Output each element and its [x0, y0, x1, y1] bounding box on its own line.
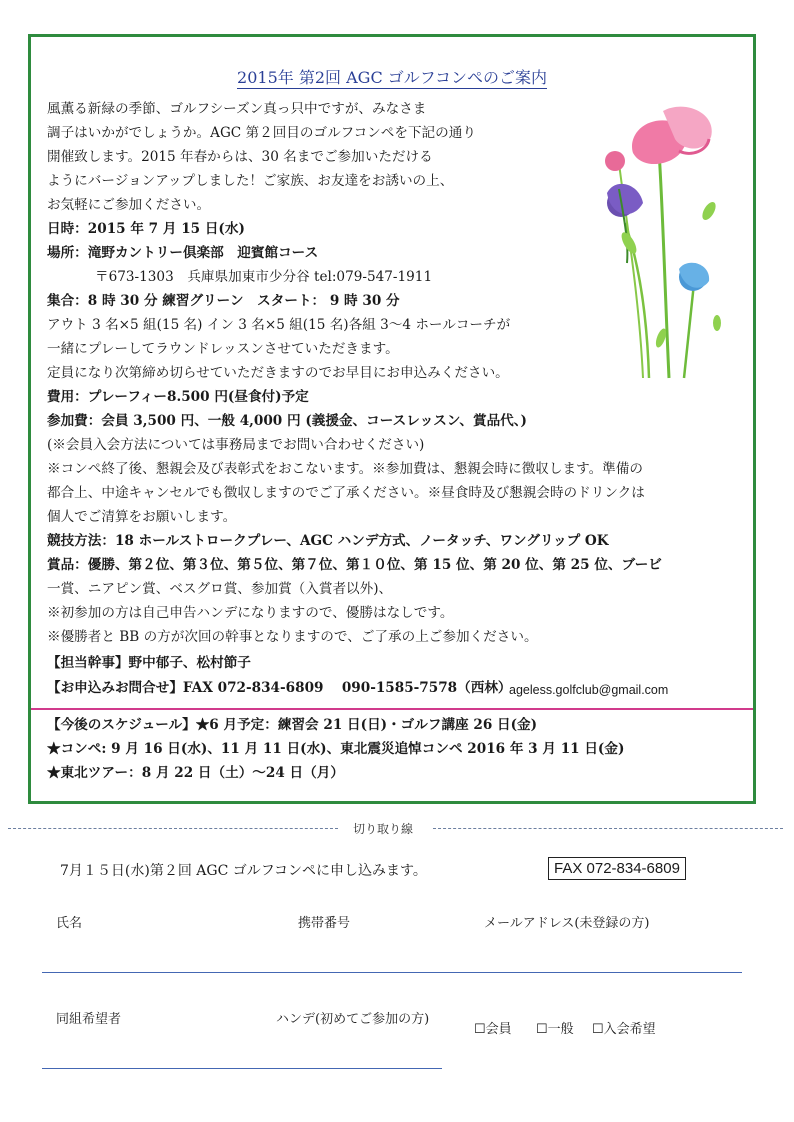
meeting-time: 集合：8 時 30 分 練習グリーン スタート： 9 時 30 分: [47, 293, 400, 309]
intro-line: 風薫る新緑の季節、ゴルフシーズン真っ只中ですが、みなさま: [47, 101, 427, 117]
group-info: アウト 3 名×5 組(15 名) イン 3 名×5 組(15 名)各組 3～4 ホールコーチが: [47, 317, 511, 333]
first-timer-note: ※初参加の方は自己申告ハンデになりますので、優勝はなしです。: [47, 605, 454, 621]
event-date: 日時：2015 年 7 月 15 日(水): [47, 221, 245, 237]
mobile-label: 携帯番号: [298, 916, 351, 931]
note-line: ※コンペ終了後、懇親会及び表彰式をおこないます。※参加費は、懇親会時に徴収します。準備の: [47, 461, 643, 477]
name-label: 氏名: [56, 916, 83, 931]
handicap-label: ハンデ(初めてご参加の方): [276, 1012, 430, 1027]
cut-line: [8, 820, 786, 836]
entry-fee: 参加費：会員 3,500 円、一般 4,000 円 (義援金、コースレッスン、賞品代、): [47, 413, 527, 429]
intro-line: お気軽にご参加ください。: [47, 197, 211, 213]
flower-illustration: [599, 93, 749, 383]
note-line: 都合上、中途キャンセルでも徴収しますのでご了承ください。※昼食時及び懇親会時のドリンクは: [47, 485, 645, 501]
general-checkbox[interactable]: ☐一般: [536, 1022, 574, 1037]
note-line: 個人でご清算をお願いします。: [47, 509, 237, 525]
intro-line: 調子はいかがでしょうか。AGC 第２回目のゴルフコンペを下記の通り: [47, 125, 476, 141]
intro-line: 開催致します。2015 年春からは、30 名までご参加いただける: [47, 149, 433, 165]
name-field-line[interactable]: [42, 972, 742, 973]
dashed-rule: [433, 828, 783, 829]
lesson-info: 一緒にプレーしてラウンドレッスンさせていただきます。: [47, 341, 399, 357]
divider: [31, 708, 753, 710]
prizes-line: 賞品：優勝、第２位、第３位、第５位、第７位、第１０位、第 15 位、第 20 位、第 25 位、ブービ: [47, 557, 662, 573]
join-checkbox[interactable]: ☐入会希望: [592, 1022, 656, 1037]
form-heading: 7月１５日(水)第２回 AGC ゴルフコンペに申し込みます。: [60, 863, 427, 879]
intro-line: ようにバージョンアップしました！ご家族、お友達をお誘いの上、: [47, 173, 454, 189]
prizes-line: 一賞、ニアピン賞、ベスグロ賞、参加賞（入賞者以外)、: [47, 581, 393, 597]
contact-email: ageless.golfclub@gmail.com: [509, 683, 669, 697]
play-fee: 費用：プレーフィー8.500 円(昼食付)予定: [47, 389, 309, 405]
competition-rules: 競技方法：18 ホールストロークプレー、AGC ハンデ方式、ノータッチ、ワングリップ OK: [47, 533, 609, 549]
page-title: 2015年 第2回 AGC ゴルフコンペのご案内: [237, 68, 547, 87]
email-label: メールアドレス(未登録の方): [484, 916, 650, 931]
group-label: 同組希望者: [56, 1012, 122, 1027]
dashed-rule: [8, 828, 338, 829]
event-venue: 場所：滝野カントリー倶楽部 迎賓館コース: [47, 245, 319, 261]
member-checkbox[interactable]: ☐会員: [474, 1022, 512, 1037]
contact-info: 【お申込みお問合せ】FAX 072-834-6809 090-1585-7578（西林）: [47, 680, 512, 696]
group-field-line[interactable]: [42, 1068, 442, 1069]
entry-note: (※会員入会方法については事務局までお問い合わせください): [47, 437, 425, 453]
schedule-line: ★東北ツアー：8 月 22 日（土）～24 日（月）: [47, 765, 344, 781]
schedule-line: ★コンペ: 9 月 16 日(水)、11 月 11 日(水)、東北震災追悼コンペ 2016 年 3 月 11 日(金): [47, 741, 625, 757]
venue-address: 〒673-1303 兵庫県加東市少分谷 tel:079-547-1911: [95, 269, 433, 285]
schedule-line: 【今後のスケジュール】★6 月予定：練習会 21 日(日)・ゴルフ講座 26 日(金): [47, 717, 538, 733]
organizers: 【担当幹事】野中郁子、松村節子: [47, 655, 251, 671]
announcement-box: [28, 34, 756, 804]
capacity-note: 定員になり次第締め切らせていただきますのでお早目にお申込みください。: [47, 365, 509, 381]
cut-line-label: 切り取り線: [353, 822, 414, 836]
fax-number-box: FAX 072-834-6809: [548, 857, 686, 880]
winner-note: ※優勝者と BB の方が次回の幹事となりますので、ご了承の上ご参加ください。: [47, 629, 538, 645]
